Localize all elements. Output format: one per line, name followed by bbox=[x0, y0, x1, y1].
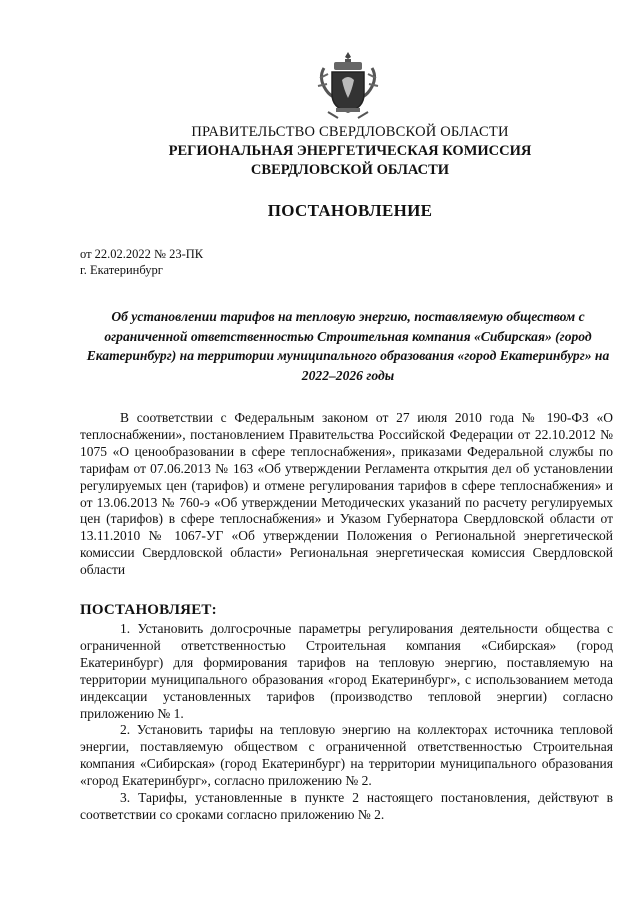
item-paragraph-2: 2. Установить тарифы на тепловую энергию на коллекторах источника тепловой энергии, поставляемую обществом с ограниченной ответственностью Строительная компания «Сибирская» (город Екатеринбург) на территории муниципального образования «город Екатеринбург», согласно приложению № 2. bbox=[80, 722, 613, 789]
document-type: ПОСТАНОВЛЕНИЕ bbox=[267, 201, 433, 220]
preamble-block bbox=[80, 410, 613, 579]
commission-name: РЕГИОНАЛЬНАЯ ЭНЕРГЕТИЧЕСКАЯ КОМИССИЯ bbox=[168, 143, 532, 159]
resolves-heading: ПОСТАНОВЛЯЕТ: bbox=[80, 602, 217, 618]
document-date-number: от 22.02.2022 № 23-ПК bbox=[80, 247, 204, 261]
item-paragraph-3: 3. Тарифы, установленные в пункте 2 настоящего постановления, действуют в соответствии со сроками согласно приложению № 2. bbox=[80, 790, 613, 822]
item-paragraph-1: 1. Установить долгосрочные параметры регулирования деятельности общества с ограниченной ответственностью Строительная компания «Сибирская» (город Екатеринбург) для формирования тарифов на тепловую энергию, поставляемую на территории муниципального образования «город Екатеринбург», с использованием метода индексации установленных тарифов (производство тепловой энергии) согласно приложению № 1. bbox=[80, 621, 613, 721]
preamble-paragraph: В соответствии с Федеральным законом от 27 июля 2010 года № 190-ФЗ «О теплоснабжении», постановлением Правительства Российской Федерации от 22.10.2012 № 1075 «О ценообразовании в сфере теплоснабжения», приказами Федеральной службы по тарифам от 07.06.2013 № 163 «Об утверждении Регламента открытия дел об установлении регулируемых цен (тарифов) и отмене регулирования тарифов в сфере теплоснабжения» и от 13.06.2013 № 760-э «Об утверждении Методических указаний по расчету регулируемых цен (тарифов) в сфере теплоснабжения» и Указом Губернатора Свердловской области от 13.11.2010 № 1067-УГ «Об утверждении Положения о Региональной энергетической комиссии Свердловской области» Региональная энергетическая комиссия Свердловской области bbox=[80, 410, 613, 578]
document-subject: Об установлении тарифов на тепловую энергию, поставляемую обществом с ограниченной ответственностью Строительная компания «Сибирская» (город Екатеринбург) на территории муниципального образования «город Екатеринбург» на 2022–2026 годы bbox=[86, 309, 610, 383]
items-block bbox=[80, 621, 613, 824]
coat-of-arms-icon bbox=[314, 50, 382, 120]
region-name: СВЕРДЛОВСКОЙ ОБЛАСТИ bbox=[250, 162, 450, 178]
document-city: г. Екатеринбург bbox=[80, 263, 163, 277]
government-name: ПРАВИТЕЛЬСТВО СВЕРДЛОВСКОЙ ОБЛАСТИ bbox=[191, 124, 509, 140]
